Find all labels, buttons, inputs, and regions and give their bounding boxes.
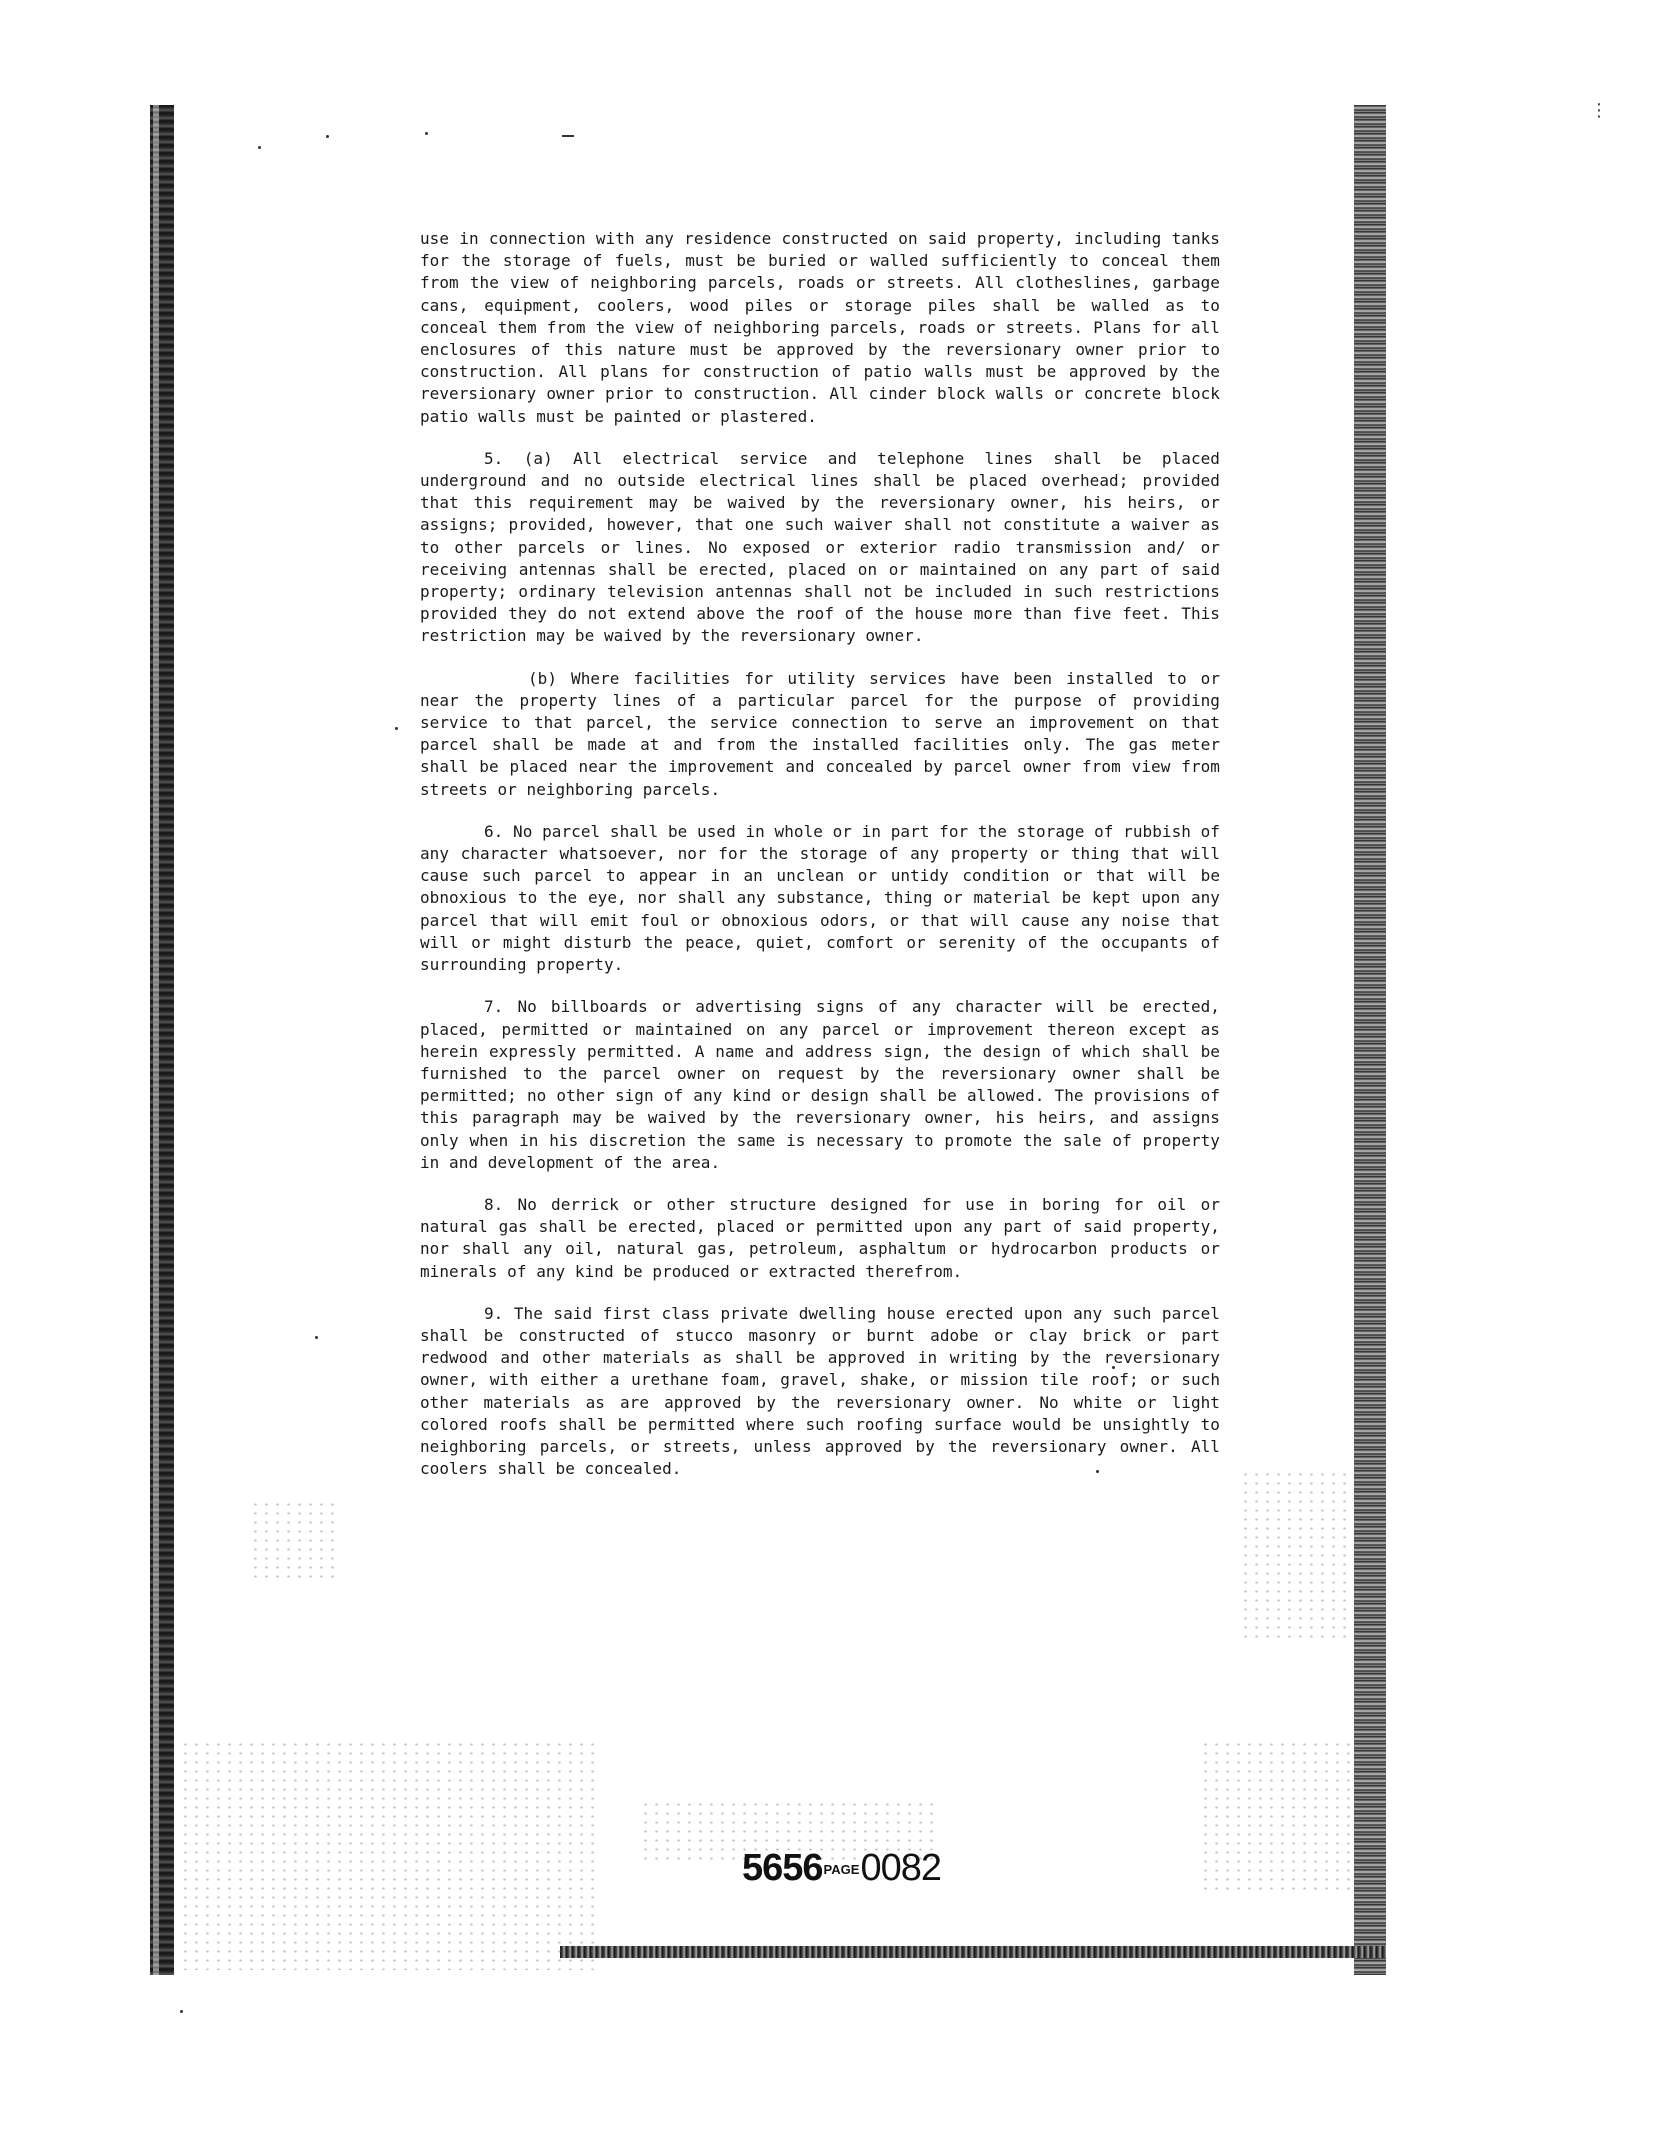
scan-speck	[180, 2010, 183, 2013]
scan-left-edge	[150, 105, 174, 1975]
scan-noise	[250, 1500, 340, 1580]
scan-speck	[258, 146, 261, 149]
scan-speck	[326, 135, 329, 138]
scan-noise	[1240, 1470, 1350, 1640]
recording-book-page-stamp	[742, 1847, 941, 1890]
paragraph-6-rubbish-storage: 6. No parcel shall be used in whole or in part for the storage of rubbish of any character whatsoever, nor for the storage of any property or thing that will cause such parcel to appear in an unclean or untidy condition or that will be obnoxious to the eye, nor shall any substance, thing or material be kept upon any parcel that will emit foul or obnoxious odors, or that will cause any noise that will or might disturb the peace, quiet, comfort or serenity of the occupants of surrounding property.	[420, 821, 1220, 975]
margin-mark: ⋮	[1590, 100, 1608, 121]
scan-speck	[315, 1336, 318, 1339]
page-word: PAGE	[823, 1862, 860, 1877]
paragraph-9-construction-materials: 9. The said first class private dwelling house erected upon any such parcel shall be constructed of stucco masonry or burnt adobe or clay brick or part redwood and other materials as shall be approved in writing by the reversionary owner, with either a urethane foam, gravel, shake, or mission tile roof; or such other materials as are approved by the reversionary owner. No white or light colored roofs shall be permitted where such roofing surface would be unsightly to neighboring parcels, or streets, unless approved by the reversionary owner. All coolers shall be concealed.	[420, 1303, 1220, 1479]
scan-bottom-edge	[560, 1946, 1386, 1958]
paragraph-5a-underground-utilities: 5. (a) All electrical service and telephone lines shall be placed underground and no outside electrical lines shall be placed overhead; provided that this requirement may be waived by the reversionary owner, his heirs, or assigns; provided, however, that one such waiver shall not constitute a waiver as to other parcels or lines. No exposed or exterior radio transmission and/ or receiving antennas shall be erected, placed on or maintained on any part of said property; ordinary television antennas shall not be included in such restrictions provided they do not extend above the roof of the house more than five feet. This restriction may be waived by the reversionary owner.	[420, 448, 1220, 646]
scan-speck	[562, 135, 574, 137]
paragraph-7-signs: 7. No billboards or advertising signs of any character will be erected, placed, permitted or maintained on any parcel or improvement thereon except as herein expressly permitted. A name and address sign, the design of which shall be furnished to the parcel owner on request by the reversionary owner shall be permitted; no other sign of any kind or design shall be allowed. The provisions of this paragraph may be waived by the reversionary owner, his heirs, and assigns only when in his discretion the same is necessary to promote the sale of property in and development of the area.	[420, 997, 1220, 1172]
deed-restrictions-body	[420, 228, 1220, 1500]
scan-noise	[1200, 1740, 1350, 1890]
scan-right-edge	[1354, 105, 1386, 1975]
paragraph-5b-utility-connections: (b) Where facilities for utility services have been installed to or near the property lines of a particular parcel for the purpose of providing service to that parcel, the service connection to serve an improvement on that parcel shall be made at and from the installed facilities only. The gas meter shall be placed near the improvement and concealed by parcel owner from view from streets or neighboring parcels.	[420, 668, 1220, 799]
scan-speck	[425, 132, 428, 135]
scan-noise	[180, 1740, 600, 1970]
paragraph-continuation: use in connection with any residence constructed on said property, including tanks for the storage of fuels, must be buried or walled sufficiently to conceal them from the view of neighboring parcels, roads or streets. All clotheslines, garbage cans, equipment, coolers, wood piles or storage piles shall be walled as to conceal them from the view of neighboring parcels, roads or streets. Plans for all enclosures of this nature must be approved by the reversionary owner prior to construction. All plans for construction of patio walls must be approved by the reversionary owner prior to construction. All cinder block walls or concrete block patio walls must be painted or plastered.	[420, 229, 1220, 426]
page-number: 0082	[860, 1847, 941, 1889]
paragraph-8-oil-gas: 8. No derrick or other structure designed for use in boring for oil or natural gas shall be erected, placed or permitted upon any part of said property, nor shall any oil, natural gas, petroleum, asphaltum or hydrocarbon products or minerals of any kind be produced or extracted therefrom.	[420, 1194, 1220, 1281]
book-number: 5656	[742, 1847, 823, 1889]
scan-speck	[395, 727, 398, 730]
